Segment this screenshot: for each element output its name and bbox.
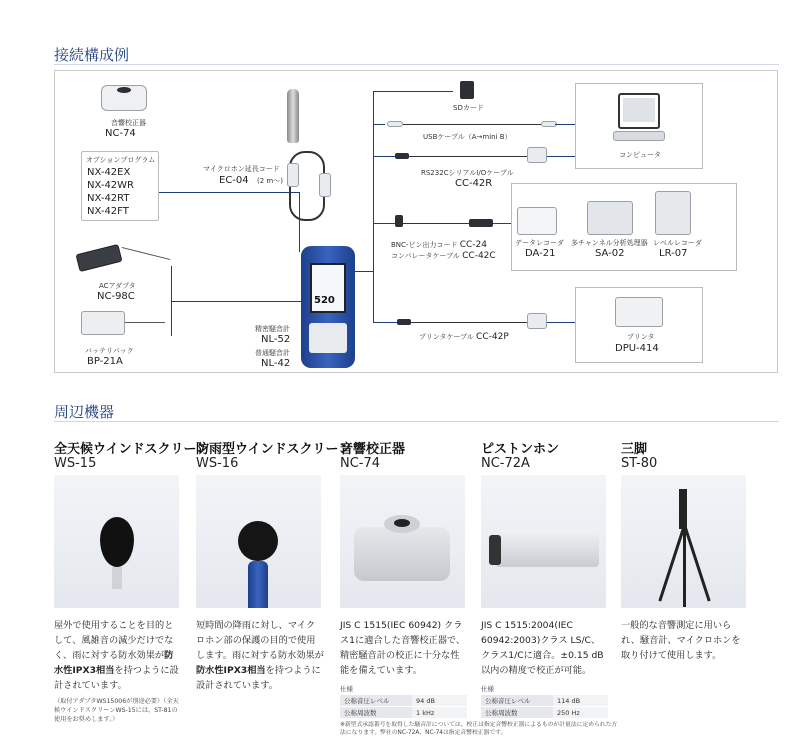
bnc-label-jp: BNC-ピン出力コード	[391, 241, 458, 249]
data-recorder-illustration	[517, 207, 557, 235]
data-recorder-label: データレコーダ	[515, 239, 564, 247]
multichannel-label: 多チャンネル分析処理器	[571, 239, 648, 247]
rs232c-plug-icon	[395, 153, 409, 159]
computer-label: コンピュータ	[619, 151, 661, 159]
windscreen-stem	[112, 567, 122, 589]
printer-plug-icon	[397, 319, 411, 325]
tripod-leg-icon	[658, 525, 686, 602]
mic-cable-model: EC-04	[219, 175, 249, 186]
spec-title: 仕様	[340, 685, 353, 693]
battery-pack-illustration	[81, 311, 125, 335]
spec-table	[340, 695, 467, 719]
meter-keypad	[309, 323, 347, 353]
description-st80: 一般的な音響測定に用いられ、騒音計、マイクロホンを取り付けて使用します。	[621, 620, 741, 661]
spec-nc74	[340, 684, 467, 719]
adapter-cable	[122, 247, 171, 260]
spec-value: 1 kHz	[412, 707, 467, 719]
printer-model: DPU-414	[615, 343, 659, 354]
usb-plug-icon	[387, 121, 403, 127]
spec-key: 公称周波数	[481, 707, 553, 719]
description-nc72a: JIS C 1515:2004(IEC 60942:2003)クラス LS/C、クラス1/Cに適合。±0.15 dB 以内の精度で校正が可能。	[481, 620, 604, 676]
connection-diagram	[54, 70, 778, 373]
battery-pack-model: BP-21A	[87, 356, 123, 367]
windscreen-stem	[248, 561, 268, 608]
connector-line	[555, 124, 575, 125]
computer-keyboard	[613, 131, 665, 141]
product-name: 音響校正器	[340, 442, 406, 457]
section-divider	[54, 421, 779, 422]
battery-pack-label: バッテリパック	[85, 347, 134, 355]
level-recorder-model: LR-07	[659, 248, 688, 259]
connector-line	[547, 156, 575, 157]
connector-line	[355, 271, 373, 272]
connector-line	[159, 192, 299, 193]
printer-cable-model: CC-42P	[476, 332, 509, 342]
rs232c-model: CC-42R	[455, 178, 493, 189]
spec-nc72a	[481, 684, 608, 719]
usb-cable-label: USBケーブル（A→mini B）	[423, 133, 512, 141]
product-name: 防雨型ウインドスクリーン	[196, 442, 352, 457]
spec-title: 仕様	[481, 685, 494, 693]
multichannel-model: SA-02	[595, 248, 625, 259]
calibrator-label: 音響校正器	[111, 119, 146, 127]
ws15-note: （取付アダプタWS15006が別途必要）（全天候ウインドスクリーンWS-15には、ST-81の使用をお奨めします。）	[54, 698, 179, 723]
spec-value: 114 dB	[553, 695, 608, 707]
calibrator-model: NC-74	[105, 128, 136, 139]
product-model: NC-74	[340, 456, 381, 471]
spec-row	[340, 707, 467, 719]
option-item: NX-42FT	[87, 206, 129, 217]
description-text: を持つように設計されています。	[54, 665, 179, 691]
section-divider	[54, 64, 779, 65]
printer-cable	[411, 322, 527, 323]
comparator-label-jp: コンパレータケーブル	[391, 252, 460, 260]
product-photo-nc72a	[481, 475, 606, 608]
printer-connector-icon	[527, 313, 547, 329]
description-text: 短時間の降雨に対し、マイクロホン部の保護の目的で使用します。雨に対する防水効果が	[196, 620, 324, 661]
description-emphasis: 防水性IPX3相当	[196, 665, 266, 676]
bnc-cable	[403, 223, 469, 224]
option-program-label: オプションプログラム	[86, 156, 156, 164]
bnc-label	[391, 240, 487, 250]
windscreen-ball-icon	[238, 521, 278, 561]
meter-label-nl52: 精密騒音計	[255, 325, 290, 333]
rs232c-connector-icon	[527, 147, 547, 163]
spec-table	[481, 695, 608, 719]
connector-line	[373, 223, 395, 224]
spec-key: 公称音圧レベル	[340, 695, 412, 707]
mic-cable-label: マイクロホン延長コード	[203, 165, 280, 173]
product-model: ST-80	[621, 456, 658, 471]
windscreen-icon	[100, 517, 134, 567]
level-recorder-label: レベルレコーダ	[653, 239, 702, 247]
connector-line	[547, 322, 575, 323]
option-item: NX-42EX	[87, 167, 131, 178]
connector-line	[373, 91, 374, 323]
meter-model-nl52: NL-52	[261, 334, 291, 345]
meter-model-nl42: NL-42	[261, 358, 291, 369]
mic-cable-suffix: (2 m～)	[257, 177, 283, 185]
product-model: NC-72A	[481, 456, 530, 471]
spec-row	[481, 695, 608, 707]
multichannel-illustration	[587, 201, 633, 235]
tripod-leg-icon	[683, 525, 686, 607]
tripod-leg-icon	[683, 525, 711, 602]
spec-row	[340, 695, 467, 707]
connector-line	[373, 91, 453, 92]
rs232c-cable	[409, 156, 527, 157]
ac-adapter-model: NC-98C	[97, 291, 135, 302]
connection-section-title: 接続構成例	[54, 46, 130, 64]
description-text: を持つように設計されています。	[196, 665, 321, 691]
data-recorder-model: DA-21	[525, 248, 556, 259]
printer-illustration	[615, 297, 663, 327]
option-item: NX-42RT	[87, 193, 130, 204]
meter-label-nl42: 普通騒音計	[255, 349, 290, 357]
spec-value: 94 dB	[412, 695, 467, 707]
calibrator-port-icon	[117, 87, 131, 93]
cable-connector-icon	[319, 173, 331, 197]
calibrator-hole-icon	[394, 519, 410, 527]
product-name: 三脚	[621, 442, 648, 457]
product-name: ピストンホン	[481, 442, 560, 457]
bnc-connector-icon	[469, 219, 493, 227]
microphone-illustration	[287, 89, 299, 143]
battery-cable	[125, 322, 165, 323]
product-photo-ws15	[54, 475, 179, 608]
description-nc74: JIS C 1515(IEC 60942) クラス1に適合した音響校正器で、精密騒音計の校正に十分な性能を備えています。	[340, 620, 466, 676]
calibrator-body-icon	[354, 527, 450, 581]
rs232c-label: RS232CシリアルI/Oケーブル	[421, 169, 514, 177]
ac-adapter-label: ACアダプタ	[99, 282, 136, 290]
product-model: WS-15	[54, 456, 97, 471]
printer-cable-label	[419, 332, 509, 342]
spec-value: 250 Hz	[553, 707, 608, 719]
connector-line	[373, 322, 397, 323]
connector-line	[373, 124, 385, 125]
cable-connector-icon	[287, 163, 299, 187]
bnc-model: CC-24	[459, 240, 487, 250]
printer-cable-jp: プリンタケーブル	[419, 333, 474, 341]
description-text: 屋外で使用することを目的として、風雑音の減少だけでなく、雨に対する防水効果が	[54, 620, 174, 661]
comparator-label	[391, 251, 496, 261]
tripod-head-icon	[679, 489, 687, 529]
connector-line	[493, 223, 511, 224]
comparator-model: CC-42C	[462, 251, 496, 261]
level-recorder-illustration	[655, 191, 691, 235]
connector-line	[373, 156, 395, 157]
product-name: 全天候ウインドスクリーン	[54, 442, 210, 457]
bnc-plug-icon	[395, 215, 403, 227]
sd-card-icon	[460, 81, 474, 99]
sd-card-label: SDカード	[453, 104, 484, 112]
product-model: WS-16	[196, 456, 239, 471]
description-emphasis: 防水性IPX3相当	[54, 650, 174, 676]
meter-reading: 520	[314, 295, 335, 306]
product-photo-nc74	[340, 475, 465, 608]
pistonphone-body-icon	[495, 531, 599, 567]
peripherals-section-title: 周辺機器	[54, 403, 115, 421]
printer-label: プリンタ	[627, 333, 655, 341]
spec-footnote: ※新型式承認番号を取得した騒音計については、校正は指定音響校正器によるものが計量法に定められた方法になります。弊社のNC-72A、NC-74は指定音響校正器です。	[340, 722, 618, 736]
usb-cable	[403, 124, 541, 125]
ac-adapter-illustration	[75, 244, 122, 272]
product-photo-st80	[621, 475, 746, 608]
computer-screen	[623, 98, 655, 122]
connector-line	[171, 301, 301, 302]
spec-key: 公称音圧レベル	[481, 695, 553, 707]
product-photo-ws16	[196, 475, 321, 608]
pistonphone-end-icon	[489, 535, 501, 565]
option-item: NX-42WR	[87, 180, 135, 191]
spec-key: 公称周波数	[340, 707, 412, 719]
description-ws16	[196, 618, 324, 693]
description-ws15	[54, 618, 180, 693]
spec-row	[481, 707, 608, 719]
